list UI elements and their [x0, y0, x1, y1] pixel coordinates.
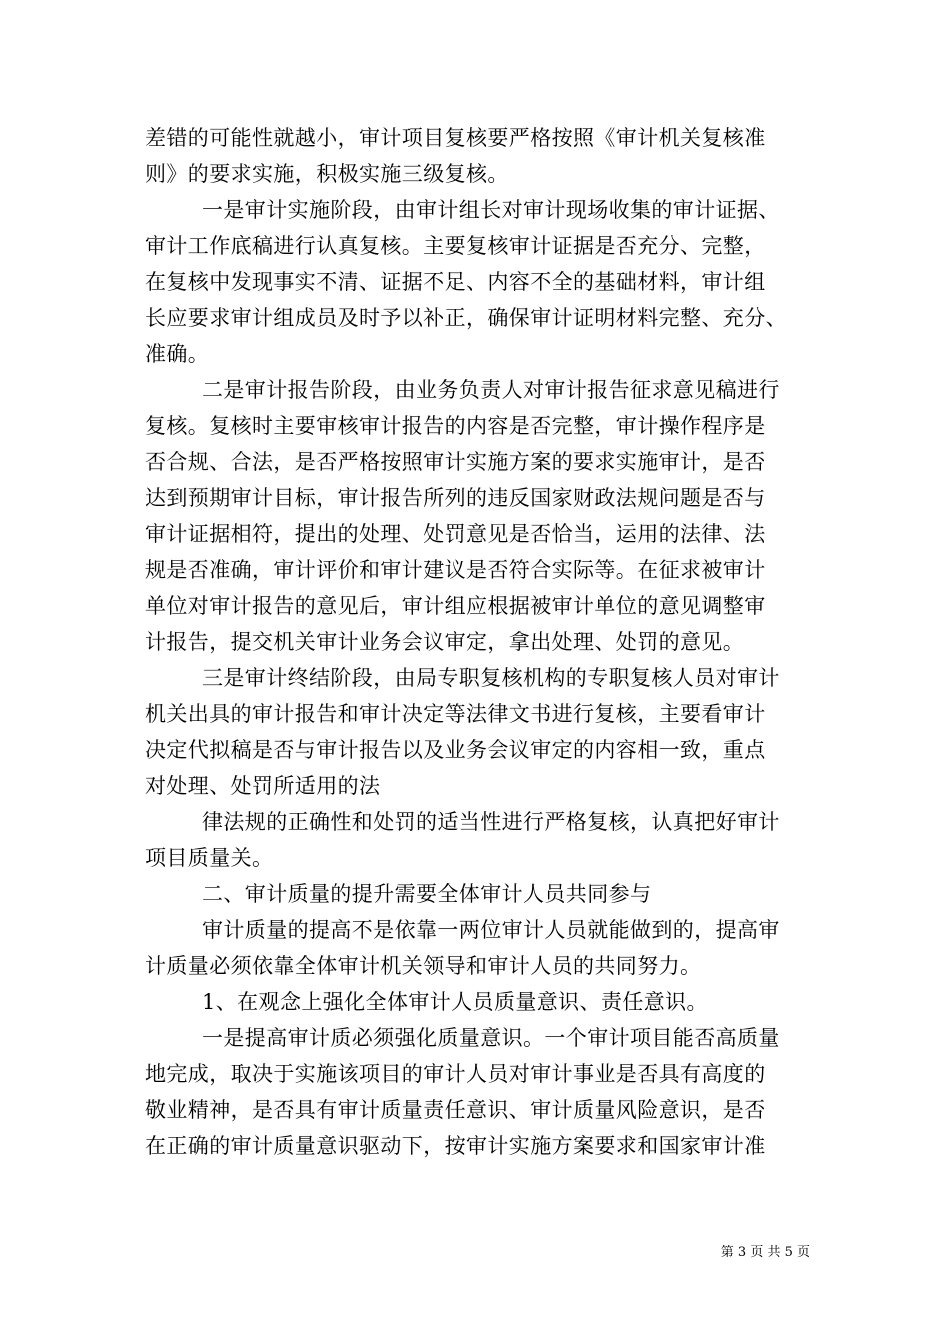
body-text	[145, 120, 810, 1164]
text-line: 机关出具的审计报告和审计决定等法律文书进行复核，主要看审计	[145, 702, 766, 726]
section-heading: 二、审计质量的提升需要全体审计人员共同参与	[202, 882, 652, 906]
text-line: 长应要求审计组成员及时予以补正，确保审计证明材料完整、充分、	[145, 306, 787, 330]
text-line: 地完成，取决于实施该项目的审计人员对审计事业是否具有高度的	[145, 1062, 766, 1086]
text-line: 达到预期审计目标，审计报告所列的违反国家财政法规问题是否与	[145, 486, 766, 510]
text-line: 则》的要求实施，积极实施三级复核。	[145, 162, 509, 186]
text-line: 计质量必须依靠全体审计机关领导和审计人员的共同努力。	[145, 954, 702, 978]
text-line: 准确。	[145, 342, 210, 366]
text-line: 在正确的审计质量意识驱动下，按审计实施方案要求和国家审计准	[145, 1134, 766, 1158]
text-line: 规是否准确，审计评价和审计建议是否符合实际等。在征求被审计	[145, 558, 766, 582]
text-line: 项目质量关。	[145, 846, 274, 870]
paragraph-start-line: 审计质量的提高不是依靠一两位审计人员就能做到的，提高审	[202, 918, 780, 942]
text-line: 差错的可能性就越小，审计项目复核要严格按照《审计机关复核准	[145, 126, 766, 150]
subsection-heading: 1、在观念上强化全体审计人员质量意识、责任意识。	[202, 990, 708, 1014]
paragraph-start-line: 一是提高审计质必须强化质量意识。一个审计项目能否高质量	[202, 1026, 780, 1050]
paragraph-start-line: 二是审计报告阶段，由业务负责人对审计报告征求意见稿进行	[202, 378, 780, 402]
paragraph-start-line: 一是审计实施阶段，由审计组长对审计现场收集的审计证据、	[202, 198, 780, 222]
text-line: 审计工作底稿进行认真复核。主要复核审计证据是否充分、完整，	[145, 234, 766, 258]
paragraph-start-line: 律法规的正确性和处罚的适当性进行严格复核，认真把好审计	[202, 810, 780, 834]
text-line: 对处理、处罚所适用的法	[145, 774, 381, 798]
text-line: 单位对审计报告的意见后，审计组应根据被审计单位的意见调整审	[145, 594, 766, 618]
paragraph-start-line: 三是审计终结阶段，由局专职复核机构的专职复核人员对审计	[202, 666, 780, 690]
text-line: 否合规、合法，是否严格按照审计实施方案的要求实施审计，是否	[145, 450, 766, 474]
text-line: 决定代拟稿是否与审计报告以及业务会议审定的内容相一致，重点	[145, 738, 766, 762]
text-line: 审计证据相符，提出的处理、处罚意见是否恰当，运用的法律、法	[145, 522, 766, 546]
text-line: 在复核中发现事实不清、证据不足、内容不全的基础材料，审计组	[145, 270, 766, 294]
text-line: 计报告，提交机关审计业务会议审定，拿出处理、处罚的意见。	[145, 630, 745, 654]
text-line: 敬业精神，是否具有审计质量责任意识、审计质量风险意识，是否	[145, 1098, 766, 1122]
page-number-footer: 第 3 页 共 5 页	[720, 1245, 810, 1260]
text-line: 复核。复核时主要审核审计报告的内容是否完整，审计操作程序是	[145, 414, 766, 438]
